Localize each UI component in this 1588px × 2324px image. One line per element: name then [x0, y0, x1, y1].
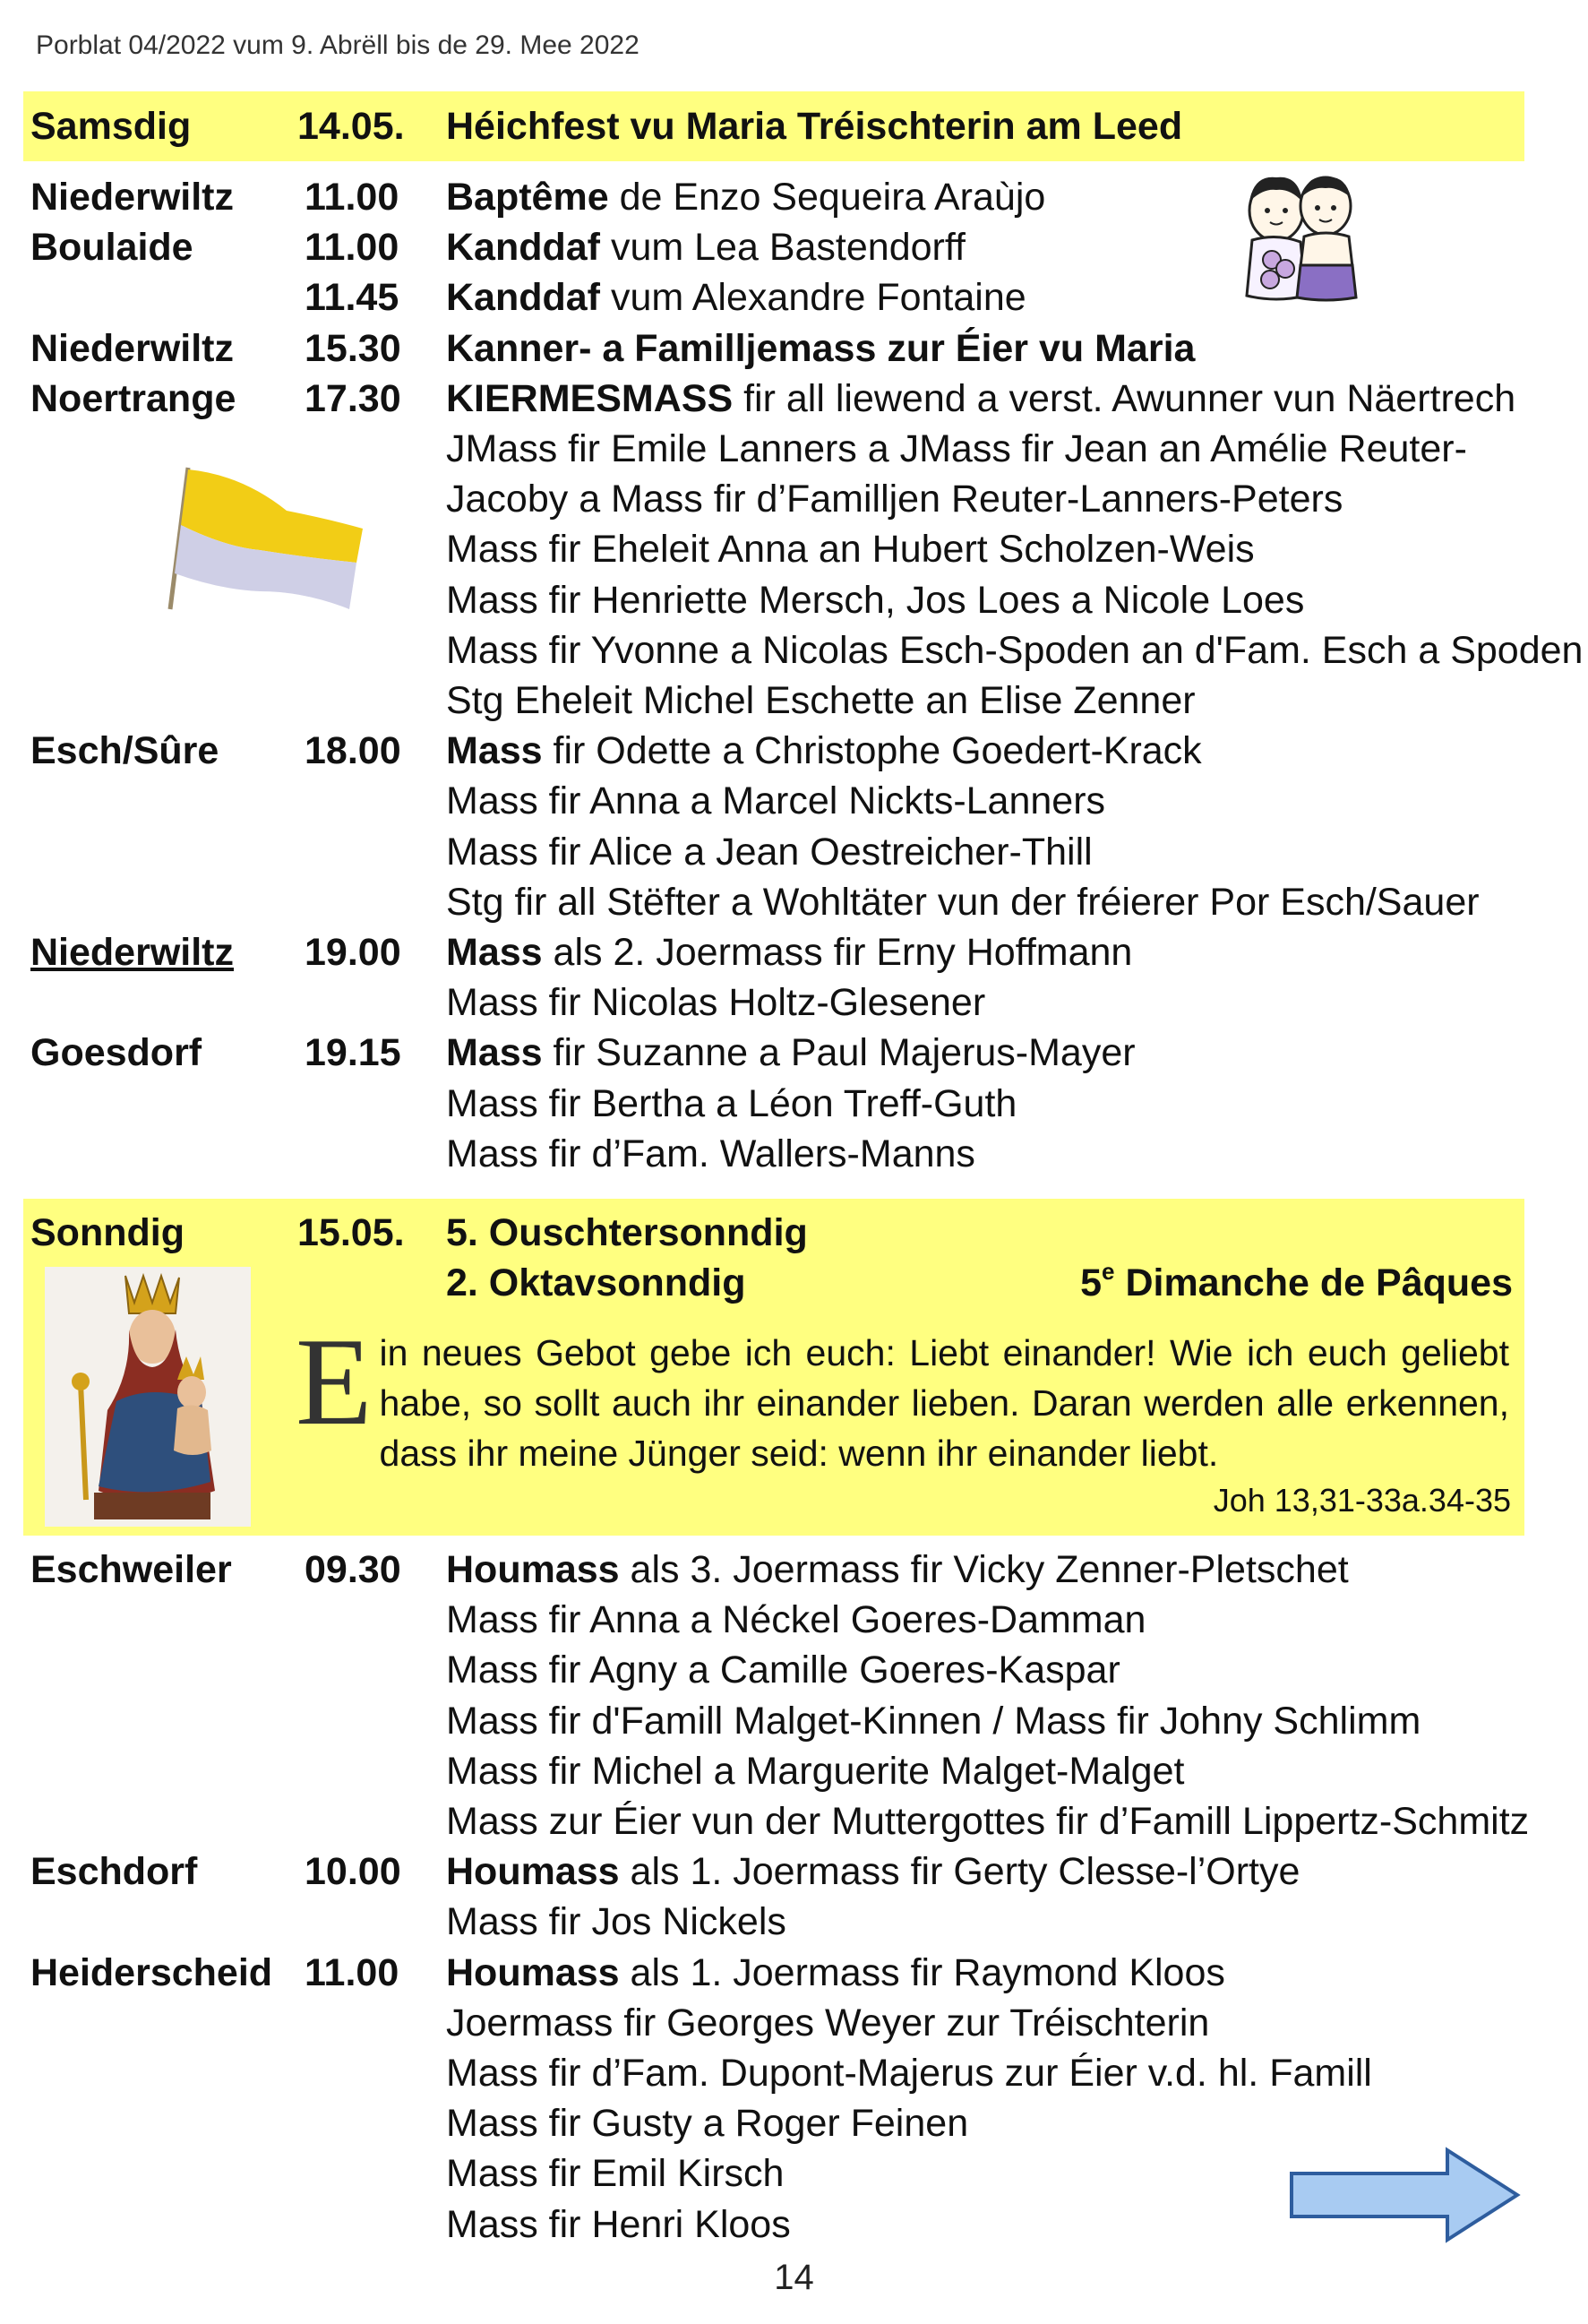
schedule-row [0, 977, 1588, 1028]
mass-intention: Mass fir Yvonne a Nicolas Esch-Spoden an d'Fam. Esch a Spoden [446, 628, 1584, 672]
mass-description [446, 222, 966, 272]
mass-intention: als 2. Joermass fir Erny Hoffmann [542, 931, 1133, 974]
mass-intention: Mass fir Alice a Jean Oestreicher-Thill [446, 830, 1093, 874]
mass-description [446, 827, 1093, 877]
schedule-row [0, 1948, 1588, 1998]
schedule-row [0, 877, 1588, 927]
mass-description [446, 1796, 1529, 1846]
mass-type: Mass [446, 729, 543, 773]
place-name: Niederwiltz [30, 931, 234, 974]
mass-description [446, 1998, 1209, 2048]
schedule-row [0, 2098, 1588, 2148]
mass-intention: Mass fir Henri Kloos [446, 2202, 791, 2246]
mass-description [446, 625, 1583, 676]
mass-description [446, 172, 1045, 222]
mass-time: 19.15 [305, 1031, 401, 1075]
schedule-row [0, 2048, 1588, 2098]
mass-type: Mass [446, 931, 543, 974]
mass-description [446, 424, 1467, 474]
mass-type: Houmass [446, 1548, 620, 1591]
mass-time: 11.00 [305, 226, 399, 270]
mass-intention: Mass fir Anna a Néckel Goeres-Damman [446, 1598, 1146, 1642]
mass-intention: Mass fir Michel a Marguerite Malget-Malget [446, 1749, 1185, 1793]
mass-description [446, 1846, 1300, 1897]
mass-type: Houmass [446, 1850, 620, 1894]
quote-reference: Joh 13,31-33a.34-35 [1213, 1482, 1511, 1519]
mass-time: 11.00 [305, 1950, 399, 1994]
day-label: Sonndig [30, 1211, 185, 1254]
mass-intention: Mass fir d’Fam. Dupont-Majerus zur Éier v.d. hl. Famill [446, 2052, 1372, 2095]
mass-description [446, 1129, 975, 1179]
mass-description [446, 2148, 784, 2199]
mass-intention: als 1. Joermass fir Gerty Clesse-l’Ortye [619, 1850, 1300, 1894]
mass-intention: de Enzo Sequeira Araùjo [608, 176, 1046, 219]
place-name: Goesdorf [30, 1031, 202, 1075]
mass-intention: Mass fir Bertha a Léon Treff-Guth [446, 1081, 1017, 1125]
schedule-row [0, 776, 1588, 826]
schedule-row [0, 927, 1588, 977]
mass-intention: Joermass fir Georges Weyer zur Tréischterin [446, 2001, 1210, 2044]
mass-intention: Mass fir d’Fam. Wallers-Manns [446, 1132, 975, 1175]
mass-time: 11.00 [305, 176, 399, 219]
schedule-row [0, 1645, 1588, 1695]
mass-time: 11.45 [305, 276, 399, 320]
mass-description [446, 977, 985, 1028]
continue-arrow-icon[interactable] [1288, 2147, 1523, 2243]
mass-description [446, 575, 1304, 625]
schedule-row [0, 374, 1588, 424]
mass-intention: fir Odette a Christophe Goedert-Krack [542, 729, 1202, 773]
schedule-row [0, 323, 1588, 374]
madonna-statue-image [45, 1267, 251, 1527]
french-title-number: 5 [1080, 1261, 1103, 1304]
french-title [1080, 1258, 1513, 1308]
place-name: Eschdorf [30, 1850, 198, 1894]
sunday-title-1: 5. Ouschtersonndig [446, 1211, 808, 1254]
mass-intention: Mass fir d'Famill Malget-Kinnen / Mass fir Johny Schlimm [446, 1699, 1421, 1743]
schedule-row [0, 1696, 1588, 1746]
mass-intention: Stg fir all Stëfter a Wohltäter vun der fréierer Por Esch/Sauer [446, 880, 1480, 924]
page-header: Porblat 04/2022 vum 9. Abrëll bis de 29. Mee 2022 [36, 30, 639, 60]
mass-intention: Mass fir Emil Kirsch [446, 2152, 785, 2196]
mass-intention: Jacoby a Mass fir d’Familljen Reuter-Lanners-Peters [446, 478, 1343, 521]
mass-time: 09.30 [305, 1548, 401, 1591]
sunday-heading [0, 1208, 1588, 1258]
french-title-text: Dimanche de Pâques [1114, 1261, 1513, 1304]
mass-type: Mass [446, 1031, 543, 1075]
mass-intention: vum Alexandre Fontaine [600, 276, 1026, 320]
schedule-row [0, 726, 1588, 776]
place-name: Niederwiltz [30, 176, 234, 219]
mass-intention: vum Lea Bastendorff [600, 226, 966, 270]
mass-description [446, 1595, 1146, 1645]
mass-description [446, 1545, 1349, 1595]
place-name: Boulaide [30, 226, 193, 270]
mass-time: 10.00 [305, 1850, 401, 1894]
schedule-row [0, 676, 1588, 726]
mass-time: 17.30 [305, 376, 401, 420]
sunday-title-2: 2. Oktavsonndig [446, 1261, 746, 1304]
schedule-row [0, 1079, 1588, 1129]
page-number: 14 [774, 2258, 814, 2297]
mass-description [446, 776, 1105, 826]
schedule-row [0, 1796, 1588, 1846]
mass-description [446, 2098, 968, 2148]
mass-intention: Mass fir Jos Nickels [446, 1900, 786, 1944]
mass-type: Kanner- a Familljemass zur Éier vu Maria [446, 326, 1196, 370]
schedule-row [0, 1746, 1588, 1796]
mass-description [446, 676, 1196, 726]
mass-intention: Mass zur Éier vun der Muttergottes fir d’Famill Lippertz-Schmitz [446, 1800, 1530, 1843]
place-name: Eschweiler [30, 1548, 232, 1591]
mass-description [446, 374, 1515, 424]
day-label: Samsdig [30, 105, 192, 148]
mass-time: 15.30 [305, 326, 401, 370]
schedule-row [0, 1846, 1588, 1897]
mass-type: KIERMESMASS [446, 376, 734, 420]
mass-type: Kanddaf [446, 226, 600, 270]
mass-intention: JMass fir Emile Lanners a JMass fir Jean an Amélie Reuter- [446, 427, 1467, 470]
mass-description [446, 1696, 1421, 1746]
papal-flag-icon [125, 457, 376, 627]
schedule-row [0, 1129, 1588, 1179]
place-name: Esch/Sûre [30, 729, 219, 773]
mass-description [446, 1897, 786, 1947]
quote-text: in neues Gebot gebe ich euch: Liebt einander! Wie ich euch geliebt habe, so sollt auch ihr einander lieben. Daran werden alle erkennen, dass ihr meine Jünger seid: wenn ihr einander liebt. [379, 1332, 1509, 1474]
gospel-quote [296, 1313, 1509, 1478]
mass-description [446, 2048, 1372, 2098]
place-name: Noertrange [30, 376, 236, 420]
day-date: 15.05. [297, 1211, 405, 1254]
schedule-row [0, 1028, 1588, 1078]
mass-description [446, 1645, 1120, 1695]
mass-type: Houmass [446, 1950, 620, 1994]
mass-intention: Mass fir Agny a Camille Goeres-Kaspar [446, 1648, 1120, 1692]
mass-intention: fir Suzanne a Paul Majerus-Mayer [542, 1031, 1136, 1075]
mass-description [446, 272, 1026, 323]
mass-description [446, 1028, 1136, 1078]
mass-description [446, 1746, 1184, 1796]
mass-intention: Mass fir Nicolas Holtz-Glesener [446, 981, 986, 1025]
place-name: Heiderscheid [30, 1950, 273, 1994]
mass-description [446, 1079, 1017, 1129]
french-title-suffix: e [1102, 1258, 1115, 1285]
baptism-children-illustration [1236, 170, 1361, 305]
mass-description [446, 474, 1343, 524]
mass-description [446, 323, 1195, 374]
mass-time: 19.00 [305, 931, 401, 974]
schedule-row [0, 1595, 1588, 1645]
mass-description [446, 877, 1480, 927]
mass-type: Baptême [446, 176, 609, 219]
mass-intention: Stg Eheleit Michel Eschette an Elise Zenner [446, 679, 1196, 722]
place-name: Niederwiltz [30, 326, 234, 370]
schedule-row [0, 1545, 1588, 1595]
mass-intention: Mass fir Gusty a Roger Feinen [446, 2102, 969, 2146]
schedule-row [0, 1897, 1588, 1947]
day-date: 14.05. [297, 105, 405, 148]
mass-type: Kanddaf [446, 276, 600, 320]
mass-description [446, 726, 1202, 776]
mass-intention: als 3. Joermass fir Vicky Zenner-Pletschet [619, 1548, 1349, 1591]
mass-description [446, 927, 1132, 977]
mass-intention: Mass fir Eheleit Anna an Hubert Scholzen-Weis [446, 528, 1255, 572]
mass-description [446, 524, 1255, 574]
mass-description [446, 2199, 791, 2250]
mass-time: 18.00 [305, 729, 401, 773]
schedule-row [0, 625, 1588, 676]
schedule-row [0, 827, 1588, 877]
mass-description [446, 1948, 1225, 1998]
mass-intention: als 1. Joermass fir Raymond Kloos [619, 1950, 1225, 1994]
feast-title: Héichfest vu Maria Tréischterin am Leed [446, 105, 1183, 148]
schedule-row [0, 1998, 1588, 2048]
mass-intention: fir all liewend a verst. Awunner vun Näertrech [733, 376, 1516, 420]
mass-intention: Mass fir Anna a Marcel Nickts-Lanners [446, 779, 1106, 823]
mass-intention: Mass fir Henriette Mersch, Jos Loes a Nicole Loes [446, 578, 1305, 622]
drop-cap: E [296, 1313, 373, 1451]
saturday-heading [0, 101, 1588, 151]
